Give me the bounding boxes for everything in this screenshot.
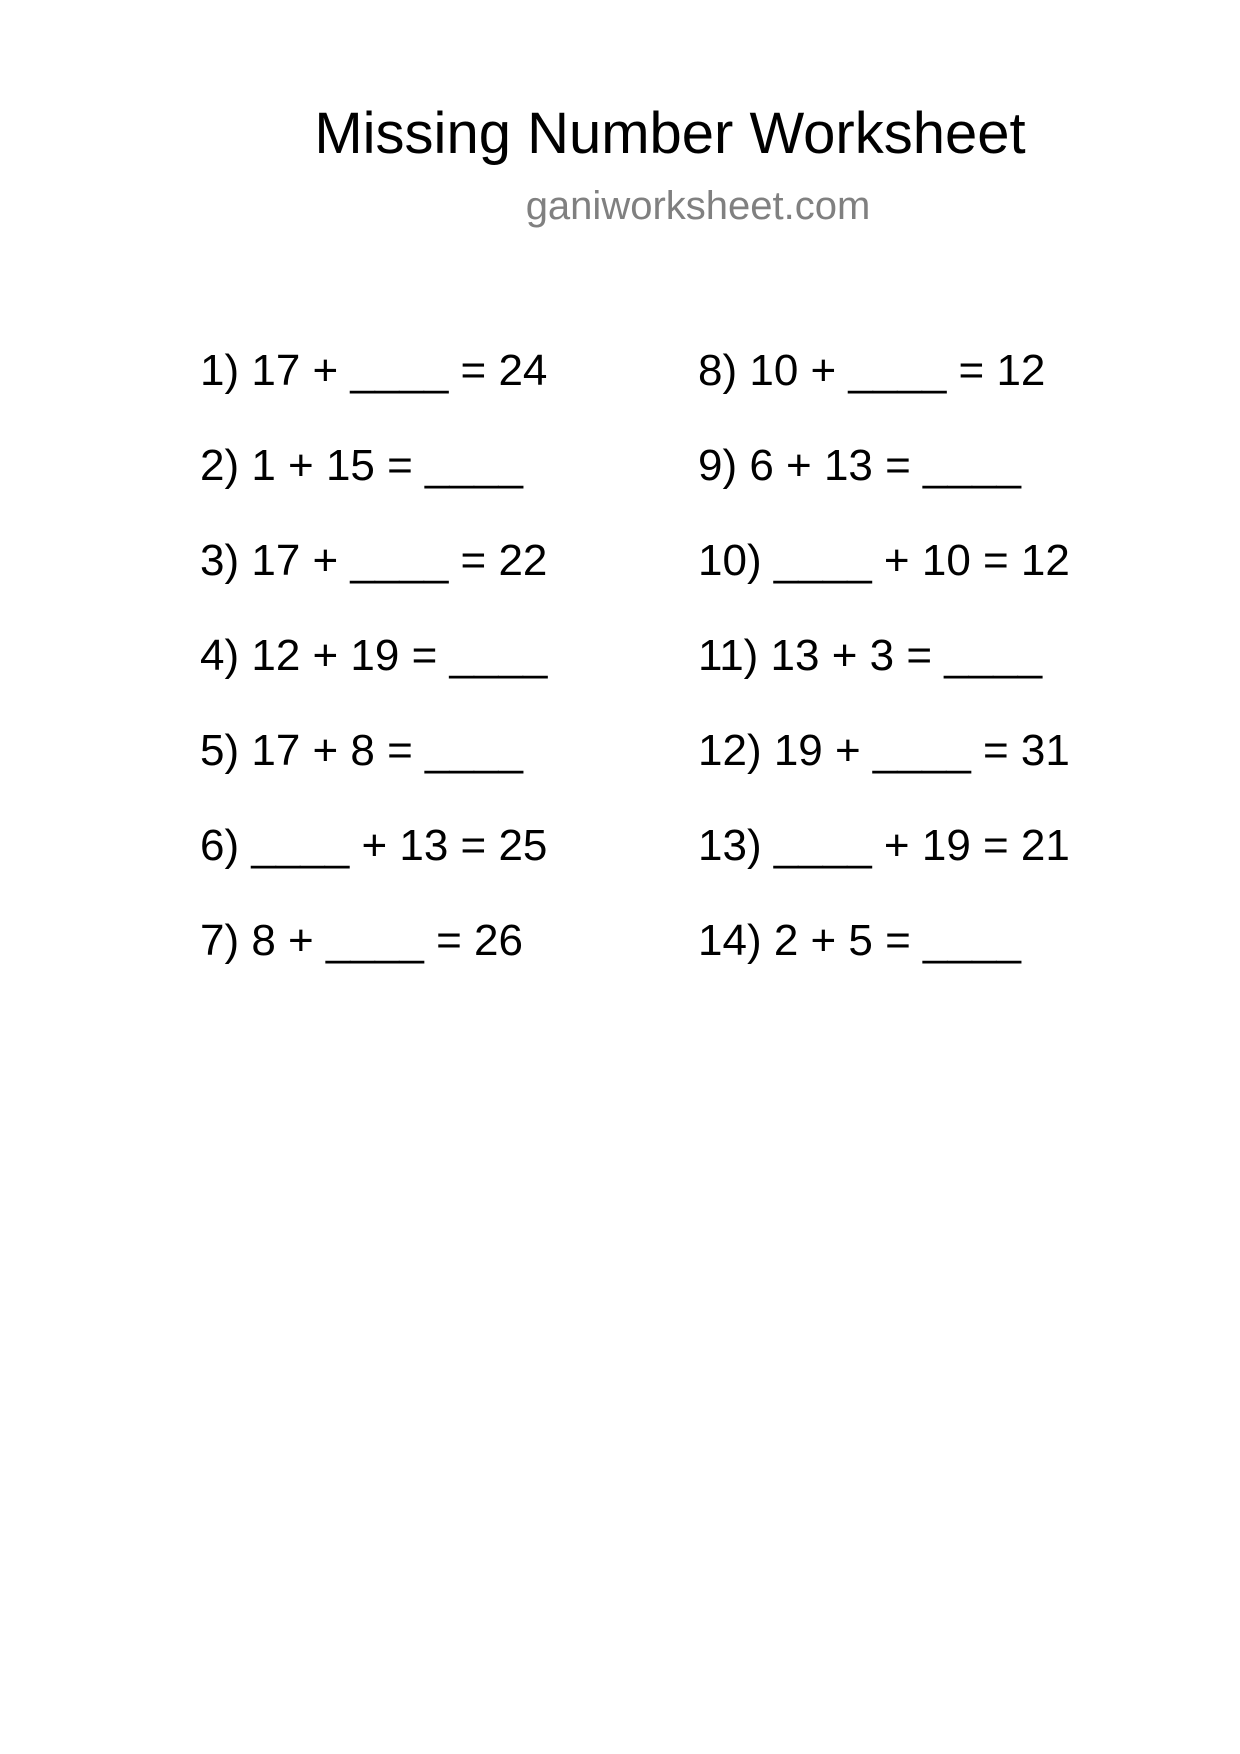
problem-7: 7) 8 + ____ = 26 — [200, 916, 523, 965]
page-title: Missing Number Worksheet — [314, 101, 1026, 166]
problem-6: 6) ____ + 13 = 25 — [200, 821, 548, 870]
problems-right-column — [698, 343, 1218, 1008]
problem-10: 10) ____ + 10 = 12 — [698, 536, 1070, 585]
problem-3: 3) 17 + ____ = 22 — [200, 536, 548, 585]
problem-5: 5) 17 + 8 = ____ — [200, 726, 523, 775]
problem-14: 14) 2 + 5 = ____ — [698, 916, 1021, 965]
problem-12: 12) 19 + ____ = 31 — [698, 726, 1070, 775]
worksheet-header — [0, 98, 1240, 232]
problem-13: 13) ____ + 19 = 21 — [698, 821, 1070, 870]
problems-left-column — [200, 343, 720, 1008]
problem-11: 11) 13 + 3 = ____ — [698, 631, 1043, 680]
problem-8: 8) 10 + ____ = 12 — [698, 346, 1046, 395]
problem-9: 9) 6 + 13 = ____ — [698, 441, 1021, 490]
problem-4: 4) 12 + 19 = ____ — [200, 631, 548, 680]
source-url: ganiworksheet.com — [525, 184, 871, 228]
problem-2: 2) 1 + 15 = ____ — [200, 441, 523, 490]
problem-1: 1) 17 + ____ = 24 — [200, 346, 548, 395]
